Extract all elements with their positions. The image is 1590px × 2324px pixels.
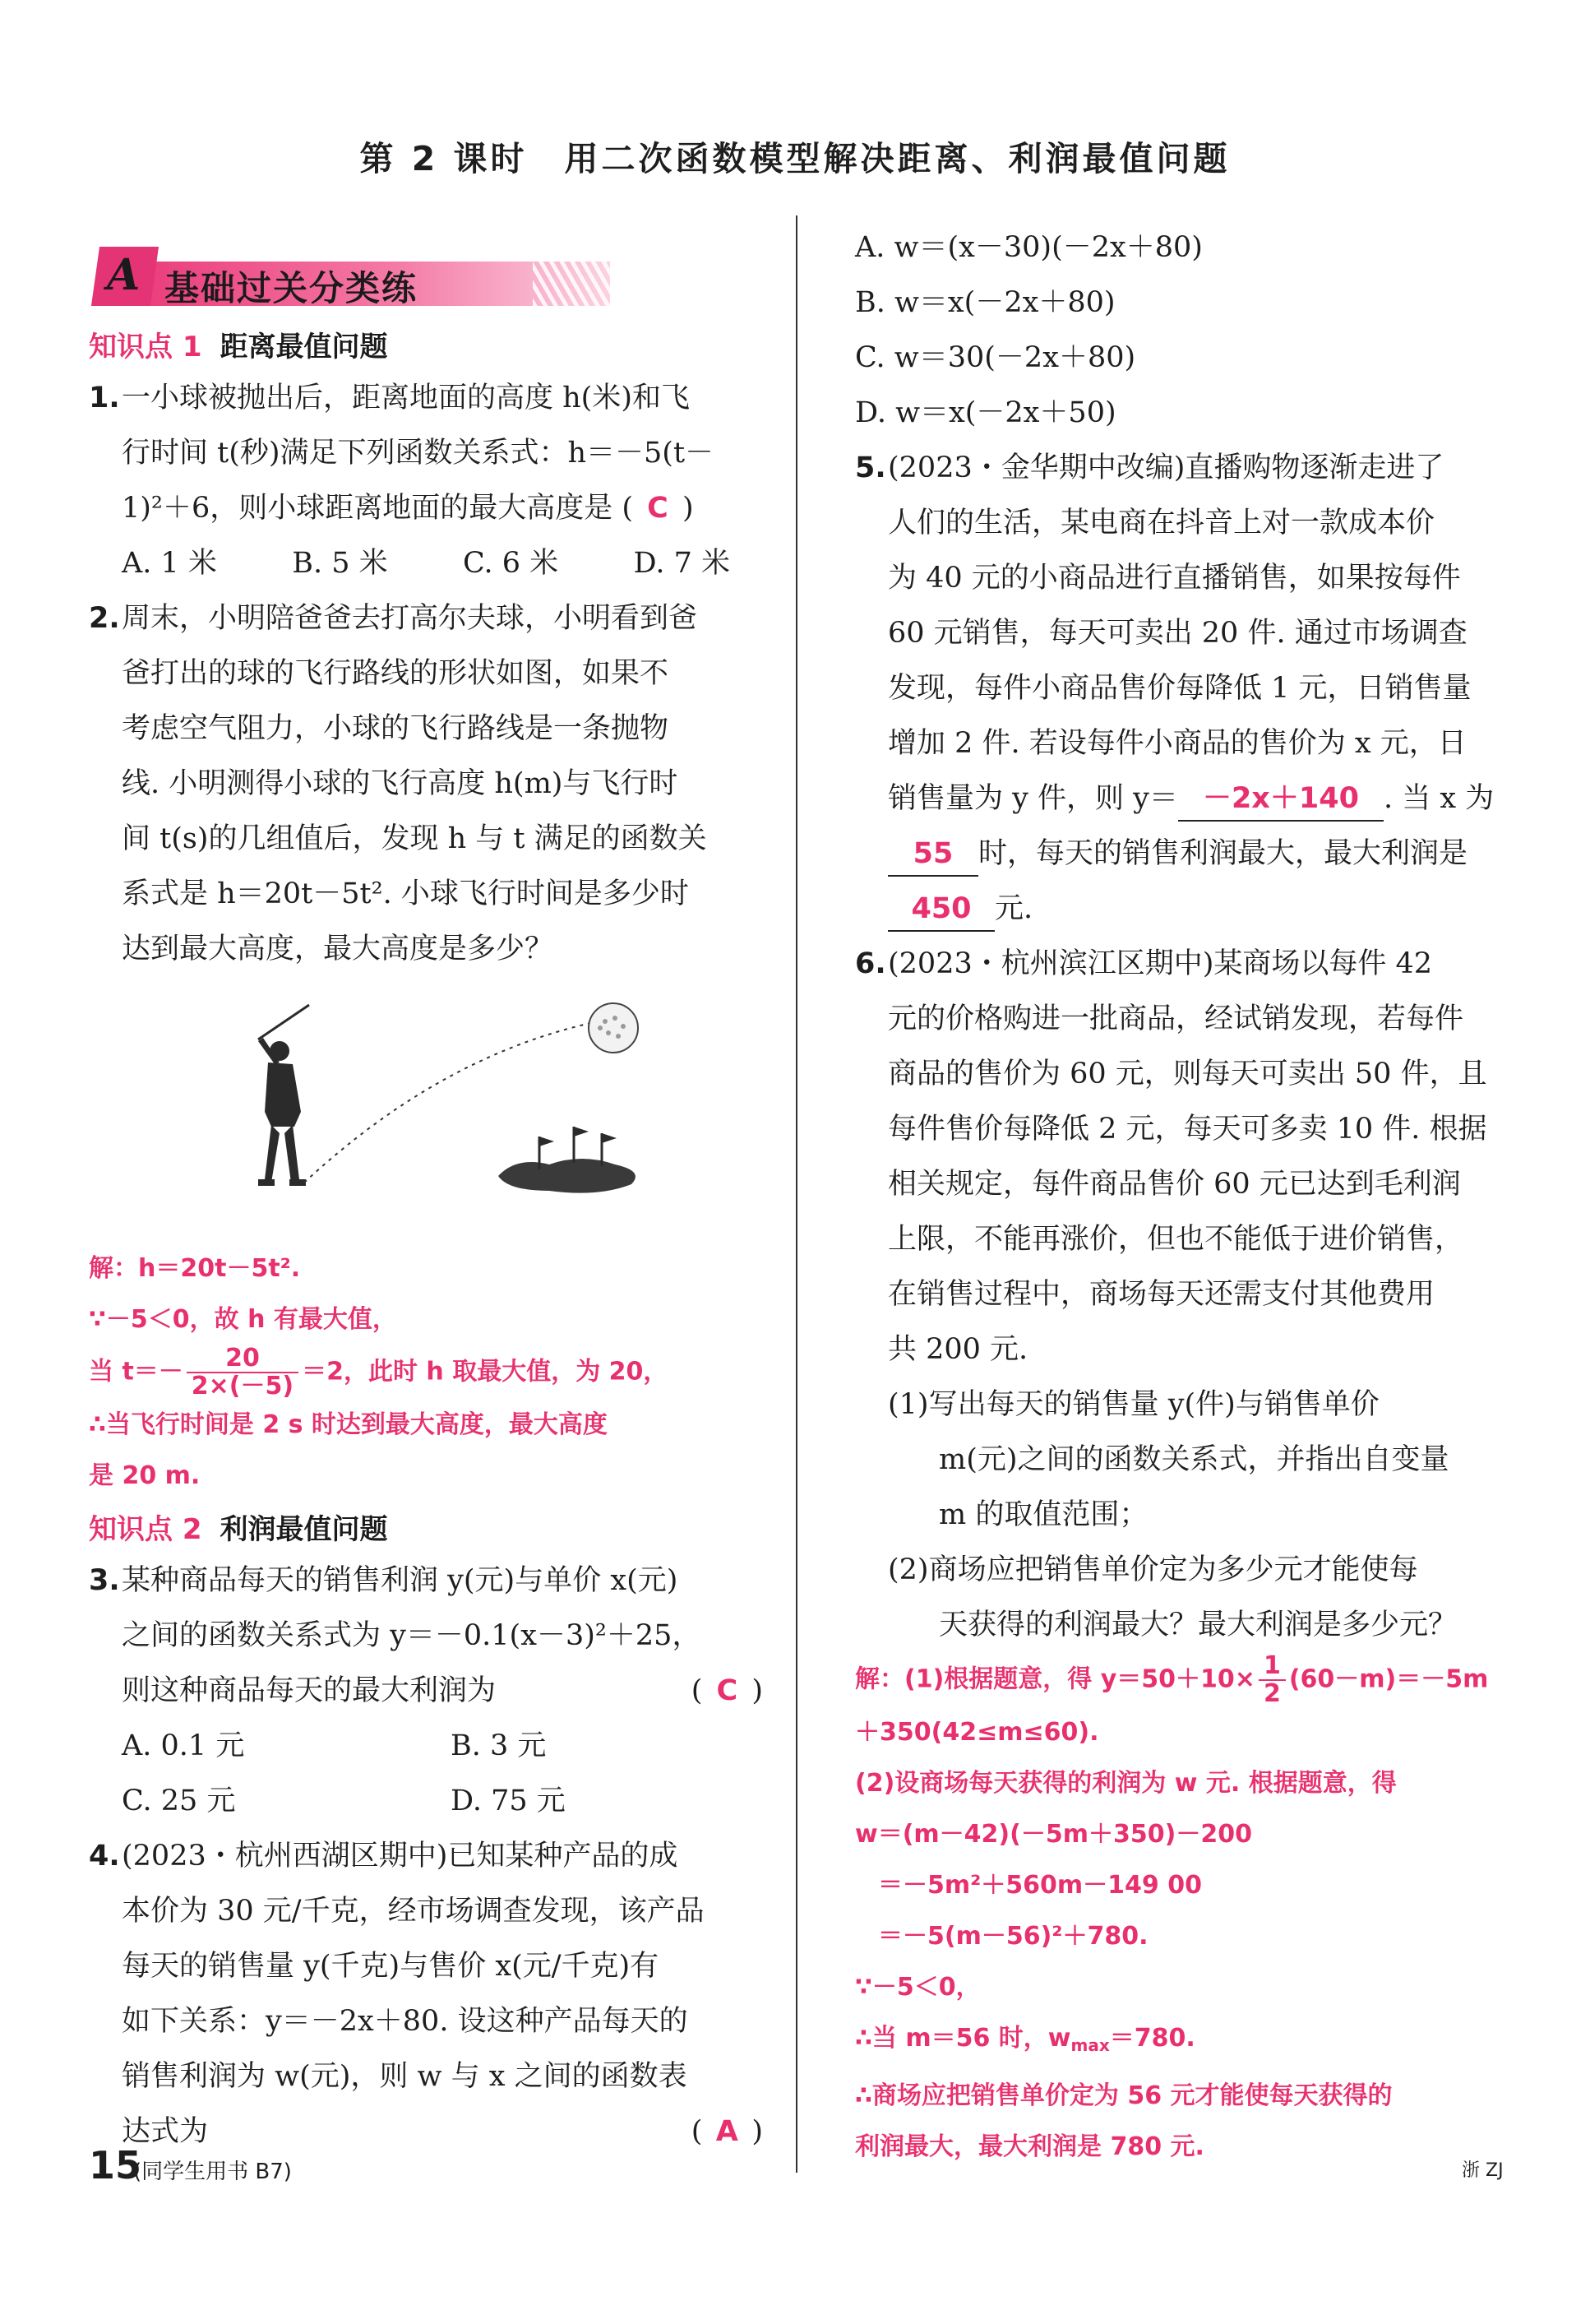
option-c: C. w＝30(－2x＋80) bbox=[855, 341, 1136, 374]
answer-blank-2: 55 bbox=[888, 832, 978, 877]
subquestion-1: m(元)之间的函数关系式，并指出自变量 bbox=[939, 1443, 1449, 1476]
solution-line: w＝(m－42)(－5m＋350)－200 bbox=[855, 1820, 1252, 1849]
question-text: 55 时，每天的销售利润最大，最大利润是 bbox=[888, 826, 1529, 882]
question-1 bbox=[89, 371, 763, 591]
question-text: 达式为 ( A ) bbox=[122, 2104, 763, 2160]
solution-line: 当 t＝－ $\frac{20}{2\times(-5)}$ ＝2，此时 h 取最大值，为 20， bbox=[89, 1344, 668, 1400]
question-text: 相关规定，每件商品售价 60 元已达到毛利润 bbox=[888, 1168, 1461, 1201]
question-number: 4. bbox=[89, 1840, 120, 1873]
knowledge-point-1 bbox=[89, 324, 763, 364]
question-text: 共 200 元. bbox=[888, 1333, 1028, 1366]
question-text: 450 元. bbox=[888, 882, 1529, 937]
option-list bbox=[122, 1719, 763, 1829]
solution-line: ＋350(42≤m≤60). bbox=[855, 1718, 1099, 1747]
question-text: 60 元销售，每天可卖出 20 件. 通过市场调查 bbox=[888, 617, 1468, 650]
solution-q2 bbox=[89, 1243, 763, 1502]
option-b: B. 3 元 bbox=[451, 1729, 547, 1762]
question-text: 人们的生活，某电商在抖音上对一款成本价 bbox=[888, 507, 1435, 539]
question-text: 增加 2 件. 若设每件小商品的售价为 x 元，日 bbox=[888, 727, 1467, 760]
question-text: 销售量为 y 件，则 y＝ －2x＋140 . 当 x 为 bbox=[888, 771, 1529, 826]
question-text: 线. 小明测得小球的飞行高度 h(m)与飞行时 bbox=[122, 767, 678, 800]
question-text: 销售利润为 w(元)，则 w 与 x 之间的函数表 bbox=[122, 2060, 687, 2093]
solution-line: ∴商场应把销售单价定为 56 元才能使每天获得的 bbox=[855, 2081, 1393, 2110]
question-text: 达到最大高度，最大高度是多少？ bbox=[122, 933, 554, 965]
question-text: 为 40 元的小商品进行直播销售，如果按每件 bbox=[888, 562, 1461, 595]
question-text: 上限，不能再涨价，但也不能低于进价销售， bbox=[888, 1223, 1464, 1256]
fraction: $\frac{1}{2}$ bbox=[1259, 1653, 1286, 1707]
option-a: A. 1 米 bbox=[122, 547, 217, 580]
question-text: 商品的售价为 60 元，则每天可卖出 50 件，且 bbox=[888, 1058, 1487, 1090]
left-column bbox=[89, 247, 763, 2160]
solution-line: ∵－5＜0， bbox=[855, 1973, 981, 2002]
subquestion-1: (1)写出每天的销售量 y(件)与销售单价 bbox=[888, 1388, 1380, 1421]
option-list bbox=[122, 536, 763, 591]
question-number: 5. bbox=[855, 451, 886, 484]
option-d: D. 75 元 bbox=[451, 1785, 566, 1817]
solution-line: 是 20 m. bbox=[89, 1461, 201, 1490]
subquestion-2: 天获得的利润最大？最大利润是多少元？ bbox=[939, 1609, 1458, 1641]
solution-line: ＝－5m²＋560m－149 00 bbox=[878, 1871, 1202, 1900]
option-b: B. 5 米 bbox=[292, 547, 388, 580]
question-text: 之间的函数关系式为 y＝－0.1(x－3)²＋25， bbox=[122, 1619, 701, 1652]
page-number: 15 bbox=[89, 2143, 142, 2187]
question-2 bbox=[89, 591, 763, 977]
page-title: 第 2 课时 用二次函数模型解决距离、利润最值问题 bbox=[359, 139, 1231, 178]
answer-blank-3: 450 bbox=[888, 887, 995, 932]
footer-note: (同学生用书 B7) bbox=[133, 2160, 292, 2184]
question-text: 如下关系：y＝－2x＋80. 设这种产品每天的 bbox=[122, 2005, 688, 2038]
solution-q6 bbox=[855, 1653, 1529, 2173]
flag-icons bbox=[539, 1127, 617, 1146]
option-b: B. w＝x(－2x＋80) bbox=[855, 286, 1116, 319]
answer-choice: C bbox=[647, 492, 668, 525]
question-text: 系式是 h＝20t－5t². 小球飞行时间是多少时 bbox=[122, 877, 689, 910]
question-text: (2023・杭州滨江区期中)某商场以每件 42 bbox=[888, 947, 1433, 980]
question-text: 元的价格购进一批商品，经试销发现，若每件 bbox=[888, 1002, 1464, 1035]
edition-mark: 浙 ZJ bbox=[1462, 2160, 1504, 2181]
solution-line: ∵－5＜0，故 h 有最大值， bbox=[89, 1305, 397, 1334]
solution-line: ∴当 m＝56 时，$w_{max}=780$. bbox=[855, 2024, 1195, 2055]
flight-path bbox=[304, 1021, 599, 1183]
option-d: D. w＝x(－2x＋50) bbox=[855, 396, 1116, 429]
answer-bracket: ( A ) bbox=[691, 2104, 763, 2160]
answer-bracket: ( C ) bbox=[691, 1664, 763, 1719]
option-a: A. w＝(x－30)(－2x＋80) bbox=[855, 231, 1203, 264]
solution-line: (2)设商场每天获得的利润为 w 元. 根据题意，得 bbox=[855, 1769, 1397, 1798]
question-number: 3. bbox=[89, 1564, 120, 1597]
column-divider bbox=[796, 215, 797, 2173]
banner-stripes bbox=[533, 262, 615, 306]
question-text: 在销售过程中，商场每天还需支付其他费用 bbox=[888, 1278, 1435, 1311]
question-4-options bbox=[855, 220, 1529, 441]
kp-title: 距离最值问题 bbox=[220, 331, 388, 363]
solution-line: 解：h＝20t－5t². bbox=[89, 1254, 301, 1283]
section-banner bbox=[89, 247, 763, 312]
question-text: 每件售价每降低 2 元，每天可多卖 10 件. 根据 bbox=[888, 1113, 1487, 1146]
question-text: (2023・金华期中改编)直播购物逐渐走进了 bbox=[888, 451, 1444, 484]
option-c: C. 6 米 bbox=[462, 547, 559, 580]
option-d: D. 7 米 bbox=[633, 547, 730, 580]
question-number: 6. bbox=[855, 947, 886, 980]
golfer-figure bbox=[258, 1005, 309, 1186]
question-text: 则这种商品每天的最大利润为 ( C ) bbox=[122, 1664, 763, 1719]
question-text: (2023・杭州西湖区期中)已知某种产品的成 bbox=[122, 1840, 678, 1873]
option-c: C. 25 元 bbox=[122, 1785, 236, 1817]
right-column bbox=[855, 220, 1529, 2173]
question-text: 本价为 30 元/千克，经市场调查发现，该产品 bbox=[122, 1895, 705, 1928]
question-text: 1)²＋6，则小球距离地面的最大高度是 ( C ) bbox=[122, 481, 763, 536]
subquestion-1: m 的取值范围； bbox=[939, 1498, 1149, 1531]
question-4 bbox=[89, 1829, 763, 2160]
question-text: 间 t(s)的几组值后，发现 h 与 t 满足的函数关 bbox=[122, 822, 707, 855]
answer-blank-1: －2x＋140 bbox=[1178, 777, 1384, 822]
banner-letter: A bbox=[107, 250, 141, 300]
question-text: 考虑空气阻力，小球的飞行路线是一条抛物 bbox=[122, 712, 669, 745]
solution-line: 解：(1)根据题意，得 y＝50＋10× $\frac{1}{2}$ (60－m)＝－5m bbox=[855, 1651, 1489, 1708]
question-6 bbox=[855, 937, 1529, 1653]
solution-line: 利润最大，最大利润是 780 元. bbox=[855, 2132, 1204, 2161]
kp-label: 知识点 2 bbox=[89, 1513, 202, 1546]
kp-title: 利润最值问题 bbox=[220, 1513, 388, 1546]
question-number: 2. bbox=[89, 602, 120, 635]
fraction: $\frac{20}{2\times(-5)}$ bbox=[187, 1345, 298, 1400]
question-text: 每天的销售量 y(千克)与售价 x(元/千克)有 bbox=[122, 1950, 659, 1983]
question-text: 某种商品每天的销售利润 y(元)与单价 x(元) bbox=[122, 1564, 678, 1597]
golf-ball-icon bbox=[589, 1003, 638, 1053]
answer-choice: A bbox=[715, 2115, 738, 2148]
banner-text: 基础过关分类练 bbox=[164, 268, 418, 308]
subquestion-2: (2)商场应把销售单价定为多少元才能使每 bbox=[888, 1553, 1418, 1586]
question-number: 1. bbox=[89, 382, 120, 414]
answer-choice: C bbox=[716, 1674, 738, 1707]
solution-line: ∴当飞行时间是 2 s 时达到最大高度，最大高度 bbox=[89, 1410, 608, 1439]
question-text: 发现，每件小商品售价每降低 1 元，日销售量 bbox=[888, 672, 1472, 705]
question-text: 一小球被抛出后，距离地面的高度 h(米)和飞 bbox=[122, 382, 690, 414]
question-text: 周末，小明陪爸爸去打高尔夫球，小明看到爸 bbox=[122, 602, 698, 635]
golf-illustration bbox=[89, 988, 763, 1235]
kp-label: 知识点 1 bbox=[89, 331, 202, 363]
question-5 bbox=[855, 441, 1529, 937]
option-a: A. 0.1 元 bbox=[122, 1729, 245, 1762]
question-text: 行时间 t(秒)满足下列函数关系式：h＝－5(t－ bbox=[122, 437, 714, 470]
solution-line: ＝－5(m－56)²＋780. bbox=[878, 1922, 1149, 1951]
golf-figure-svg bbox=[89, 988, 763, 1235]
question-3 bbox=[89, 1553, 763, 1829]
knowledge-point-2 bbox=[89, 1507, 763, 1547]
putting-green bbox=[498, 1159, 636, 1193]
question-text: 爸打出的球的飞行路线的形状如图，如果不 bbox=[122, 657, 669, 690]
